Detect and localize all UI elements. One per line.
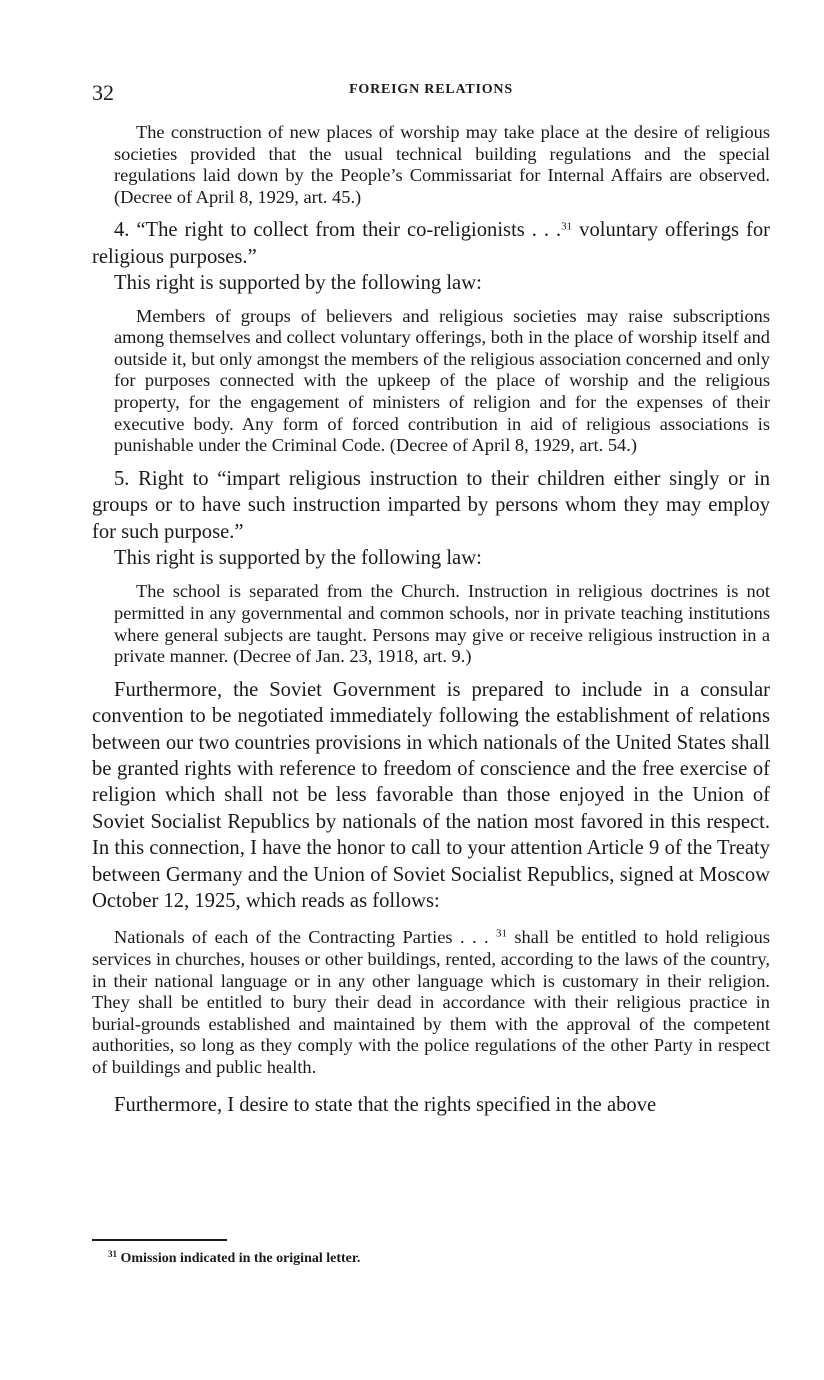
page-header xyxy=(92,80,770,106)
paragraph-final: Furthermore, I desire to state that the rights specified in the above xyxy=(114,1093,657,1116)
footnote xyxy=(108,1250,768,1268)
footnote-text: Omission indicated in the original letter. xyxy=(117,1251,361,1266)
quote-treaty-end: shall be entitled to hold religious services in churches, houses or other buildings, rented, according to the laws of the country, in their national language or in any other language which is customary in their religion. They shall be entitled to bury their dead in accordance with their religious practice in burial-grounds established and maintained by them with the approval of the competent authorities, so long as they comply with the police regulations of the other Party in respect of buildings and public health. xyxy=(92,927,770,1077)
footnote-ref: 31 xyxy=(495,927,507,940)
footnote-marker: 31 xyxy=(108,1249,117,1260)
quote-construction: The construction of new places of worship may take place at the desire of religious societies provided that the usual technical building regulations and the special regulations laid down by the People’s Commissariat for Internal Affairs are observed. (Decree of April 8, 1929, art. 45.) xyxy=(114,122,770,207)
item-5: 5. Right to “impart religious instruction to their children either singly or in groups or to have such instruction imparted by persons whom they may employ for such purpose.” xyxy=(92,467,770,543)
quote-school: The school is separated from the Church. Instruction in religious doctrines is not permitted in any governmental and common schools, nor in private teaching institutions where general subjects are taught. Persons may give or receive religious instruction in a private manner. (Decree of Jan. 23, 1918, art. 9.) xyxy=(114,581,770,667)
footnote-divider xyxy=(92,1239,227,1241)
footnote-ref: 31 xyxy=(561,220,573,233)
item-4-intro: This right is supported by the following law: xyxy=(114,272,482,295)
item-4-text-start: 4. “The right to collect from their co-religionists . . . xyxy=(114,219,562,242)
quote-offerings: Members of groups of believers and religious societies may raise subscriptions among themselves and collect voluntary offerings, both in the place of worship itself and outside it, but only amongst the members of the religious association concerned and only for purposes connected with the upkeep of the place of worship and the religious property, for the engagement of ministers of religion and for the expenses of their executive body. Any form of forced contribution in aid of religious associations is punishable under the Criminal Code. (Decree of April 8, 1929, art. 54.) xyxy=(114,305,770,456)
item-5-intro: This right is supported by the following law: xyxy=(114,546,482,569)
running-head: FOREIGN RELATIONS xyxy=(349,82,513,97)
quote-treaty-start: Nationals of each of the Contracting Parties . . . xyxy=(114,927,496,948)
paragraph-convention: Furthermore, the Soviet Government is prepared to include in a consular convention to be negotiated immediately following the establishment of relations between our two countries provisions in which nationals of the United States shall be granted rights with reference to freedom of conscience and the free exercise of religion which shall not be less favorable than those enjoyed in the Union of Soviet Socialist Republics by nationals of the nation most favored in this respect. In this connection, I have the honor to call to your attention Article 9 of the Treaty between Germany and the Union of Soviet Socialist Republics, signed at Moscow October 12, 1925, which reads as follows: xyxy=(92,678,770,912)
quote-treaty xyxy=(92,927,770,1078)
page-body xyxy=(92,122,770,1118)
page-number: 32 xyxy=(92,80,114,105)
item-4 xyxy=(92,217,770,270)
item-4-text-end: voluntary offerings for religious purposes.” xyxy=(92,219,770,268)
